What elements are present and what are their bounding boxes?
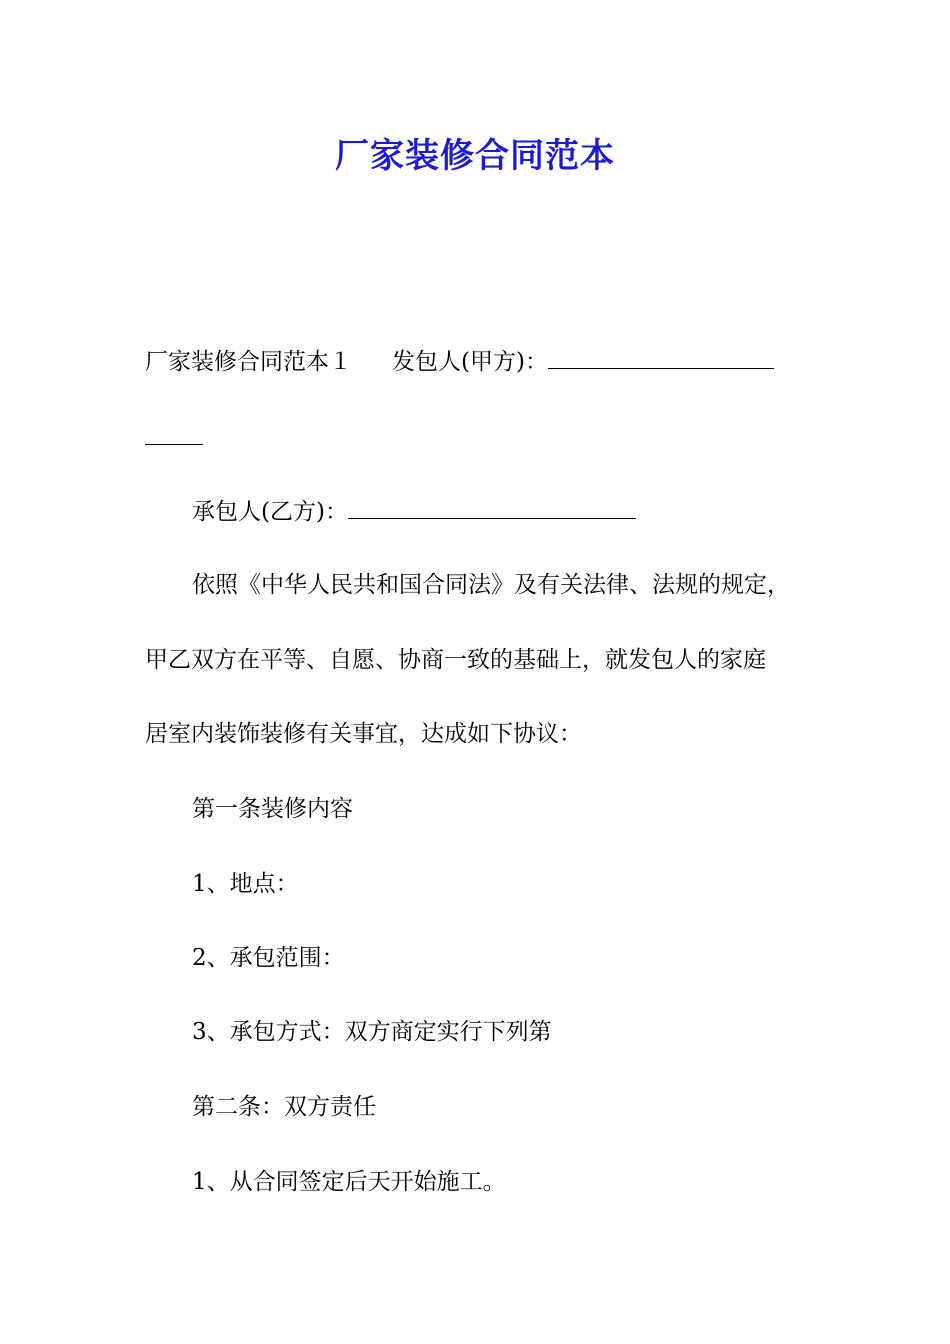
party-b-blank xyxy=(348,496,636,519)
list-item: 3、承包方式：双方商定实行下列第 xyxy=(192,1019,552,1045)
party-a-label: 发包人(甲方)： xyxy=(392,349,548,375)
document-title: 厂家装修合同范本 xyxy=(335,136,615,176)
contract-intro-line xyxy=(145,346,774,377)
paragraph-line: 居室内装饰装修有关事宜，达成如下协议： xyxy=(145,721,582,747)
party-b-label: 承包人(乙方)： xyxy=(192,499,348,525)
party-a-blank-tail xyxy=(145,422,203,445)
paragraph-line: 甲乙双方在平等、自愿、协商一致的基础上，就发包人的家庭 xyxy=(145,647,766,673)
party-b-line xyxy=(192,496,636,527)
list-item: 1、从合同签定后天开始施工。 xyxy=(192,1169,506,1195)
contract-subtitle: 厂家装修合同范本１ xyxy=(145,349,352,375)
article-heading: 第二条：双方责任 xyxy=(192,1094,376,1120)
list-item: 1、地点： xyxy=(192,871,299,897)
party-a-blank-continuation xyxy=(145,422,203,453)
list-item: 2、承包范围： xyxy=(192,945,345,971)
party-a-blank xyxy=(548,346,774,369)
paragraph-line: 依照《中华人民共和国合同法》及有关法律、法规的规定， xyxy=(192,572,790,598)
article-heading: 第一条装修内容 xyxy=(192,796,353,822)
